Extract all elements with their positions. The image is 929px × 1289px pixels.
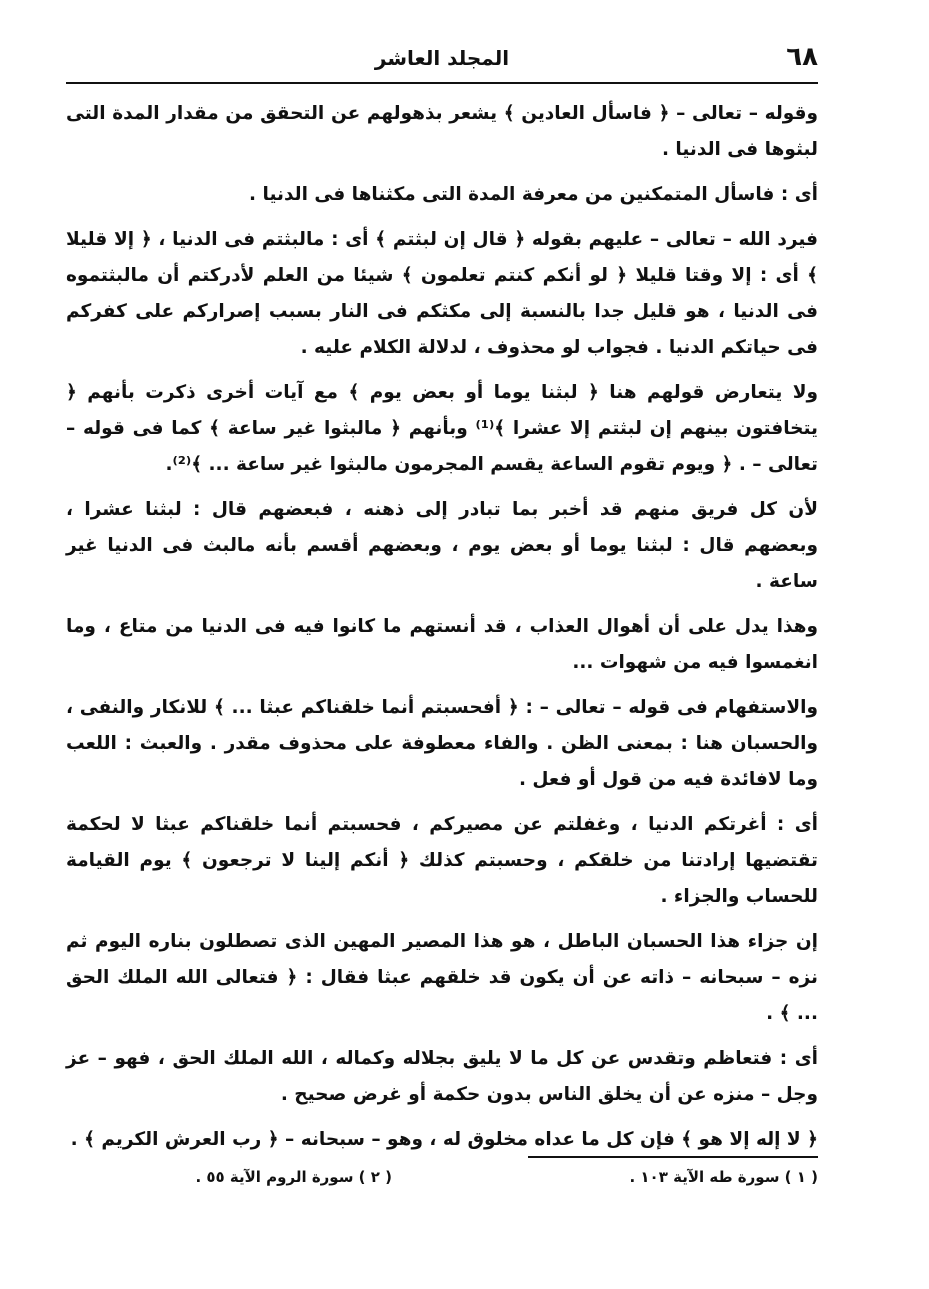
footnote-1: ( ١ ) سورة طه الآية ١٠٣ . (629, 1168, 818, 1186)
paragraph: وهذا يدل على أن أهوال العذاب ، قد أنستهم ما كانوا فيه فى الدنيا من متاع ، وما انغمسوا فيه من شهوات ... (66, 616, 818, 673)
footnote-2: ( ٢ ) سورة الروم الآية ٥٥ . (195, 1168, 392, 1186)
footnotes (66, 1168, 818, 1198)
footnote-divider (528, 1156, 818, 1158)
paragraph: أى : فاسأل المتمكنين من معرفة المدة التى مكثناها فى الدنيا . (249, 184, 818, 205)
running-head: المجلد العاشر (374, 46, 510, 70)
paragraph: إن جزاء هذا الحسبان الباطل ، هو هذا المصير المهين الذى تصطلون بناره اليوم ثم نزه – سبحانه – ذاته عن أن يكون قد خلقهم عبثا فقال : ﴿ فتعالى الله الملك الحق ... ﴾ . (66, 931, 818, 1024)
header-divider (66, 82, 818, 84)
page-header (66, 34, 818, 84)
paragraph: ﴿ لا إله إلا هو ﴾ فإن كل ما عداه مخلوق له ، وهو – سبحانه – ﴿ رب العرش الكريم ﴾ . (70, 1129, 818, 1150)
paragraph: والاستفهام فى قوله – تعالى – : ﴿ أفحسبتم أنما خلقناكم عبثا ... ﴾ للانكار والنفى ، والحسبان هنا : بمعنى الظن . والفاء معطوفة على محذوف مقدر . والعبث : اللعب وما لافائدة فيه من قول أو فعل . (66, 697, 818, 790)
paragraph: أى : فتعاظم وتقدس عن كل ما لا يليق بجلاله وكماله ، الله الملك الحق ، فهو – عز وجل – منزه عن أن يخلق الناس بدون حكمة أو غرض صحيح . (66, 1048, 818, 1105)
paragraph: أى : أغرتكم الدنيا ، وغفلتم عن مصيركم ، فحسبتم أنما خلقناكم عبثا لا لحكمة تقتضيها إرادتنا من خلقكم ، وحسبتم كذلك ﴿ أنكم إلينا لا ترجعون ﴾ يوم القيامة للحساب والجزاء . (66, 814, 818, 907)
page-number: ٦٨ (786, 42, 818, 72)
paragraph: وقوله – تعالى – ﴿ فاسأل العادين ﴾ يشعر بذهولهم عن التحقق من مقدار المدة التى لبثوها فى الدنيا . (66, 103, 818, 160)
paragraph: فيرد الله – تعالى – عليهم بقوله ﴿ قال إن لبثتم ﴾ أى : مالبثتم فى الدنيا ، ﴿ إلا قليلا ﴾ أى : إلا وقتا قليلا ﴿ لو أنكم كنتم تعلمون ﴾ شيئا من العلم لأدركتم أن مالبثتموه فى الدنيا ، هو قليل جدا بالنسبة إلى مكثكم فى النار بسبب إصراركم على كفركم فى حياتكم الدنيا . فجواب لو محذوف ، لدلالة الكلام عليه . (66, 229, 818, 358)
page-body (66, 96, 818, 1167)
paragraph: ولا يتعارض قولهم هنا ﴿ لبثنا يوما أو بعض يوم ﴾ مع آيات أخرى ذكرت بأنهم ﴿ يتخافتون بينهم إن لبثتم إلا عشرا ﴾⁽¹⁾ وبأنهم ﴿ مالبثوا غير ساعة ﴾ كما فى قوله – تعالى – . ﴿ ويوم تقوم الساعة يقسم المجرمون مالبثوا غير ساعة ... ﴾⁽²⁾. (66, 382, 818, 475)
paragraph: لأن كل فريق منهم قد أخبر بما تبادر إلى ذهنه ، فبعضهم قال : لبثنا عشرا ، وبعضهم قال : لبثنا يوما أو بعض يوم ، وبعضهم أقسم بأنه مالبث فى الدنيا غير ساعة . (66, 499, 818, 592)
